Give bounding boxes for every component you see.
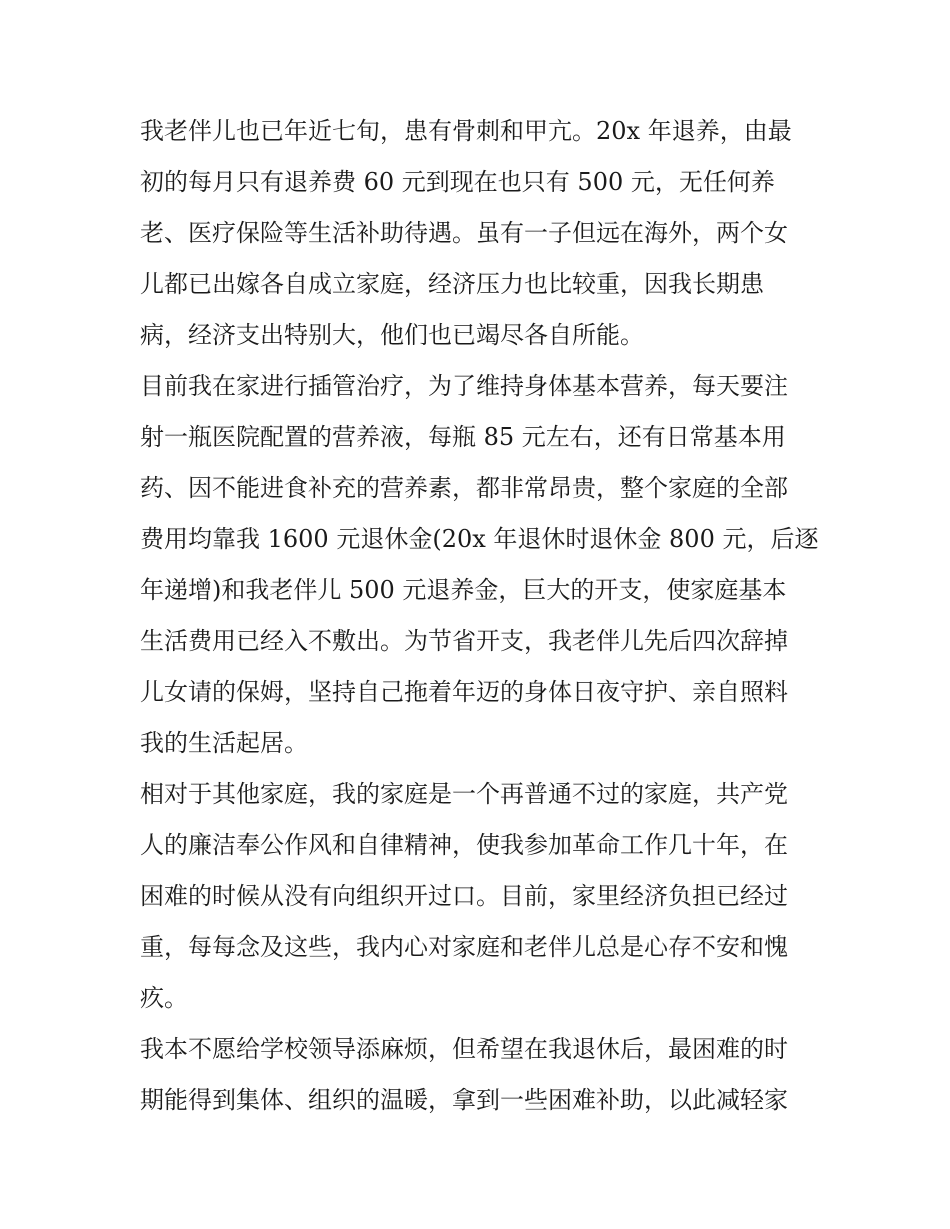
text-line: 药、因不能进食补充的营养素，都非常昂贵，整个家庭的全部	[140, 474, 788, 502]
text-line: 重，每每念及这些，我内心对家庭和老伴儿总是心存不安和愧	[140, 933, 788, 961]
text-line: 射一瓶医院配置的营养液，每瓶 85 元左右，还有日常基本用	[140, 423, 786, 451]
text-line: 生活费用已经入不敷出。为节省开支，我老伴儿先后四次辞掉	[140, 627, 788, 655]
text-line: 年递增)和我老伴儿 500 元退养金，巨大的开支，使家庭基本	[140, 576, 787, 604]
text-line: 疚。	[140, 984, 188, 1012]
text-line: 儿女请的保姆，坚持自己拖着年迈的身体日夜守护、亲自照料	[140, 678, 788, 706]
text-line: 期能得到集体、组织的温暖，拿到一些困难补助，以此减轻家	[140, 1086, 788, 1114]
text-line: 病，经济支出特别大，他们也已竭尽各自所能。	[140, 321, 644, 349]
text-line: 人的廉洁奉公作风和自律精神，使我参加革命工作几十年，在	[140, 831, 788, 859]
text-line: 费用均靠我 1600 元退休金(20x 年退休时退休金 800 元，后逐	[140, 525, 819, 553]
text-line: 老、医疗保险等生活补助待遇。虽有一子但远在海外，两个女	[140, 219, 788, 247]
text-line: 困难的时候从没有向组织开过口。目前，家里经济负担已经过	[140, 882, 788, 910]
text-line: 相对于其他家庭，我的家庭是一个再普通不过的家庭，共产党	[140, 780, 788, 808]
text-line: 儿都已出嫁各自成立家庭，经济压力也比较重，因我长期患	[140, 270, 764, 298]
text-line: 目前我在家进行插管治疗，为了维持身体基本营养，每天要注	[140, 372, 788, 400]
text-line: 我的生活起居。	[140, 729, 308, 757]
text-line: 我本不愿给学校领导添麻烦，但希望在我退休后，最困难的时	[140, 1035, 788, 1063]
text-line: 我老伴儿也已年近七旬，患有骨刺和甲亢。20x 年退养，由最	[140, 117, 792, 145]
body-text	[140, 106, 820, 1126]
text-line: 初的每月只有退养费 60 元到现在也只有 500 元，无任何养	[140, 168, 775, 196]
